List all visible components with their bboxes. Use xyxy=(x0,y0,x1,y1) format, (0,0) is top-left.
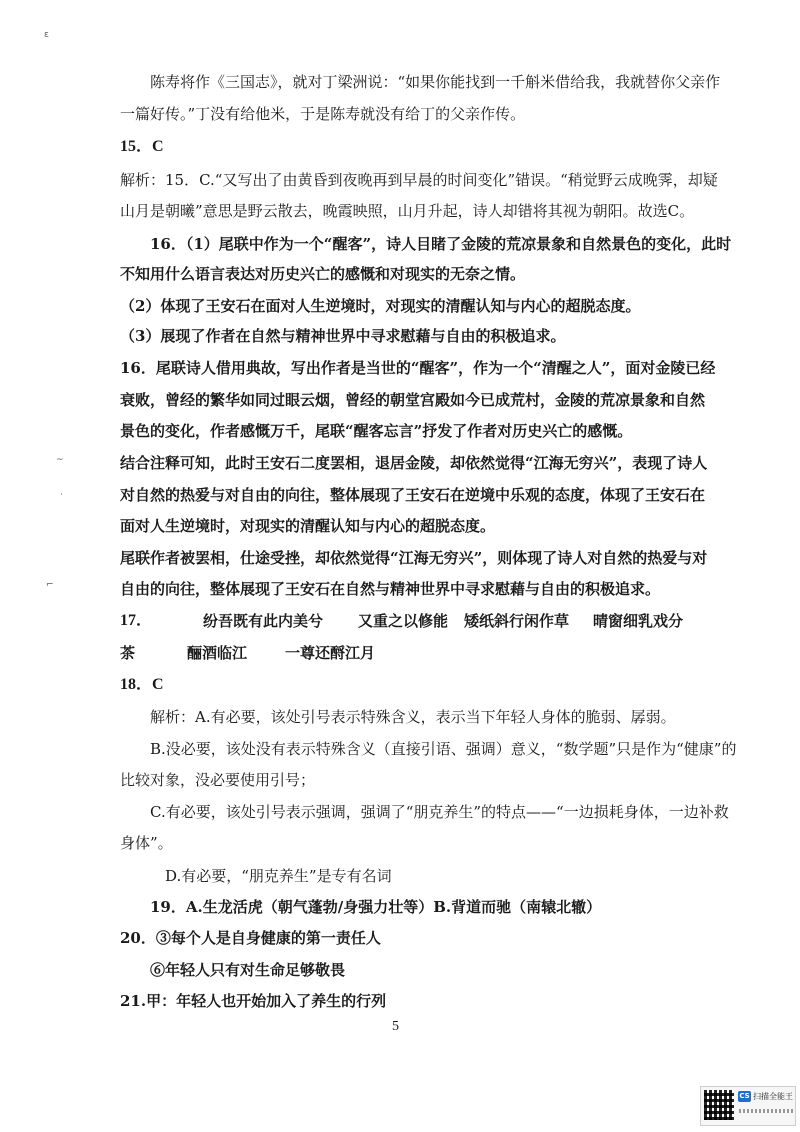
text-line: 比较对象，没必要使用引号； xyxy=(120,771,316,789)
text-line: 山月是朝曦”意思是野云散去，晚霞映照，山月升起，诗人却错将其视为朝阳。故选C。 xyxy=(120,202,695,220)
answer-17-item: 纷吾既有此内美兮 xyxy=(203,612,324,630)
text-line: 景色的变化，作者感慨万千，尾联“醒客忘言”抒发了作者对历史兴亡的感慨。 xyxy=(120,422,633,440)
text-line: （3）展现了作者在自然与精神世界中寻求慰藉与自由的积极追求。 xyxy=(120,327,566,345)
answer-17-item: 晴窗细乳戏分 xyxy=(593,612,684,630)
text-line: 面对人生逆境时，对现实的清醒认知与内心的超脱态度。 xyxy=(120,517,496,535)
text-line: 一篇好传。”丁没有给他米，于是陈寿就没有给丁的父亲作传。 xyxy=(120,105,526,123)
answer-17-item: 茶 xyxy=(120,644,136,662)
text-line: （2）体现了王安石在面对人生逆境时，对现实的清醒认知与内心的超脱态度。 xyxy=(120,297,641,315)
answer-15: 15．C xyxy=(120,138,164,155)
text-line: 陈寿将作《三国志》，就对丁梁洲说：“如果你能找到一千斛米借给我，我就替你父亲作 xyxy=(150,73,721,91)
answer-19: 19．A.生龙活虎（朝气蓬勃/身强力壮等）B.背道而驰（南辕北辙） xyxy=(150,898,602,916)
answer-20: 20．③每个人是自身健康的第一责任人 xyxy=(120,929,381,947)
answer-17-number: 17． xyxy=(120,612,153,629)
page-number: 5 xyxy=(392,1019,399,1034)
text-line: 身体”。 xyxy=(120,834,173,852)
answer-17-item: 酾酒临江 xyxy=(187,644,248,662)
answer-17-item: 又重之以修能 xyxy=(358,612,449,630)
qr-code-icon xyxy=(704,1090,734,1120)
text-line: D.有必要，“朋克养生”是专有名词 xyxy=(165,867,392,885)
text-line: ⑥年轻人只有对生命足够敬畏 xyxy=(150,961,346,979)
scan-speck: ⌐ xyxy=(46,580,54,590)
scan-speck: · xyxy=(60,490,63,500)
answer-21: 21.甲：年轻人也开始加入了养生的行列 xyxy=(120,992,387,1010)
text-line: 16．（1）尾联中作为一个“醒客”，诗人目睹了金陵的荒凉景象和自然景色的变化，此时 xyxy=(150,235,732,253)
text-line: 对自然的热爱与对自由的向往，整体展现了王安石在逆境中乐观的态度，体现了王安石在 xyxy=(120,486,706,504)
scanner-watermark xyxy=(700,1086,796,1126)
scanner-subtitle-lines xyxy=(739,1109,793,1113)
text-line: 16．尾联诗人借用典故，写出作者是当世的“醒客”，作为一个“清醒之人”，面对金陵已经 xyxy=(120,359,716,377)
text-line: 不知用什么语言表达对历史兴亡的感慨和对现实的无奈之情。 xyxy=(120,265,526,283)
text-line: 解析：15．C.“又写出了由黄昏到夜晚再到早晨的时间变化”错误。“稍觉野云成晚霁，却疑 xyxy=(120,171,718,189)
camscanner-logo-icon: CS xyxy=(739,1092,750,1100)
text-line: 解析：A.有必要，该处引号表示特殊含义，表示当下年轻人身体的脆弱、孱弱。 xyxy=(150,708,676,726)
scan-speck: ~ xyxy=(56,455,64,465)
text-line: 尾联作者被罢相，仕途受挫，却依然觉得“江海无穷兴”，则体现了诗人对自然的热爱与对 xyxy=(120,549,708,567)
scanner-title: 扫描全能王 xyxy=(753,1092,793,1101)
text-line: C.有必要，该处引号表示强调，强调了“朋克养生”的特点——“一边损耗身体，一边补救 xyxy=(150,803,729,821)
text-line: B.没必要，该处没有表示特殊含义（直接引语、强调）意义，“数学题”只是作为“健康”的 xyxy=(150,740,737,758)
text-line: 衰败，曾经的繁华如同过眼云烟，曾经的朝堂宫殿如今已成荒村，金陵的荒凉景象和自然 xyxy=(120,391,706,409)
answer-17-item: 一尊还酹江月 xyxy=(285,644,376,662)
answer-18: 18．C xyxy=(120,676,164,693)
answer-17-item: 矮纸斜行闲作草 xyxy=(464,612,570,630)
scan-speck: ɛ xyxy=(44,30,49,40)
text-line: 自由的向往，整体展现了王安石在自然与精神世界中寻求慰藉与自由的积极追求。 xyxy=(120,580,661,598)
text-line: 结合注释可知，此时王安石二度罢相，退居金陵，却依然觉得“江海无穷兴”，表现了诗人 xyxy=(120,454,708,472)
